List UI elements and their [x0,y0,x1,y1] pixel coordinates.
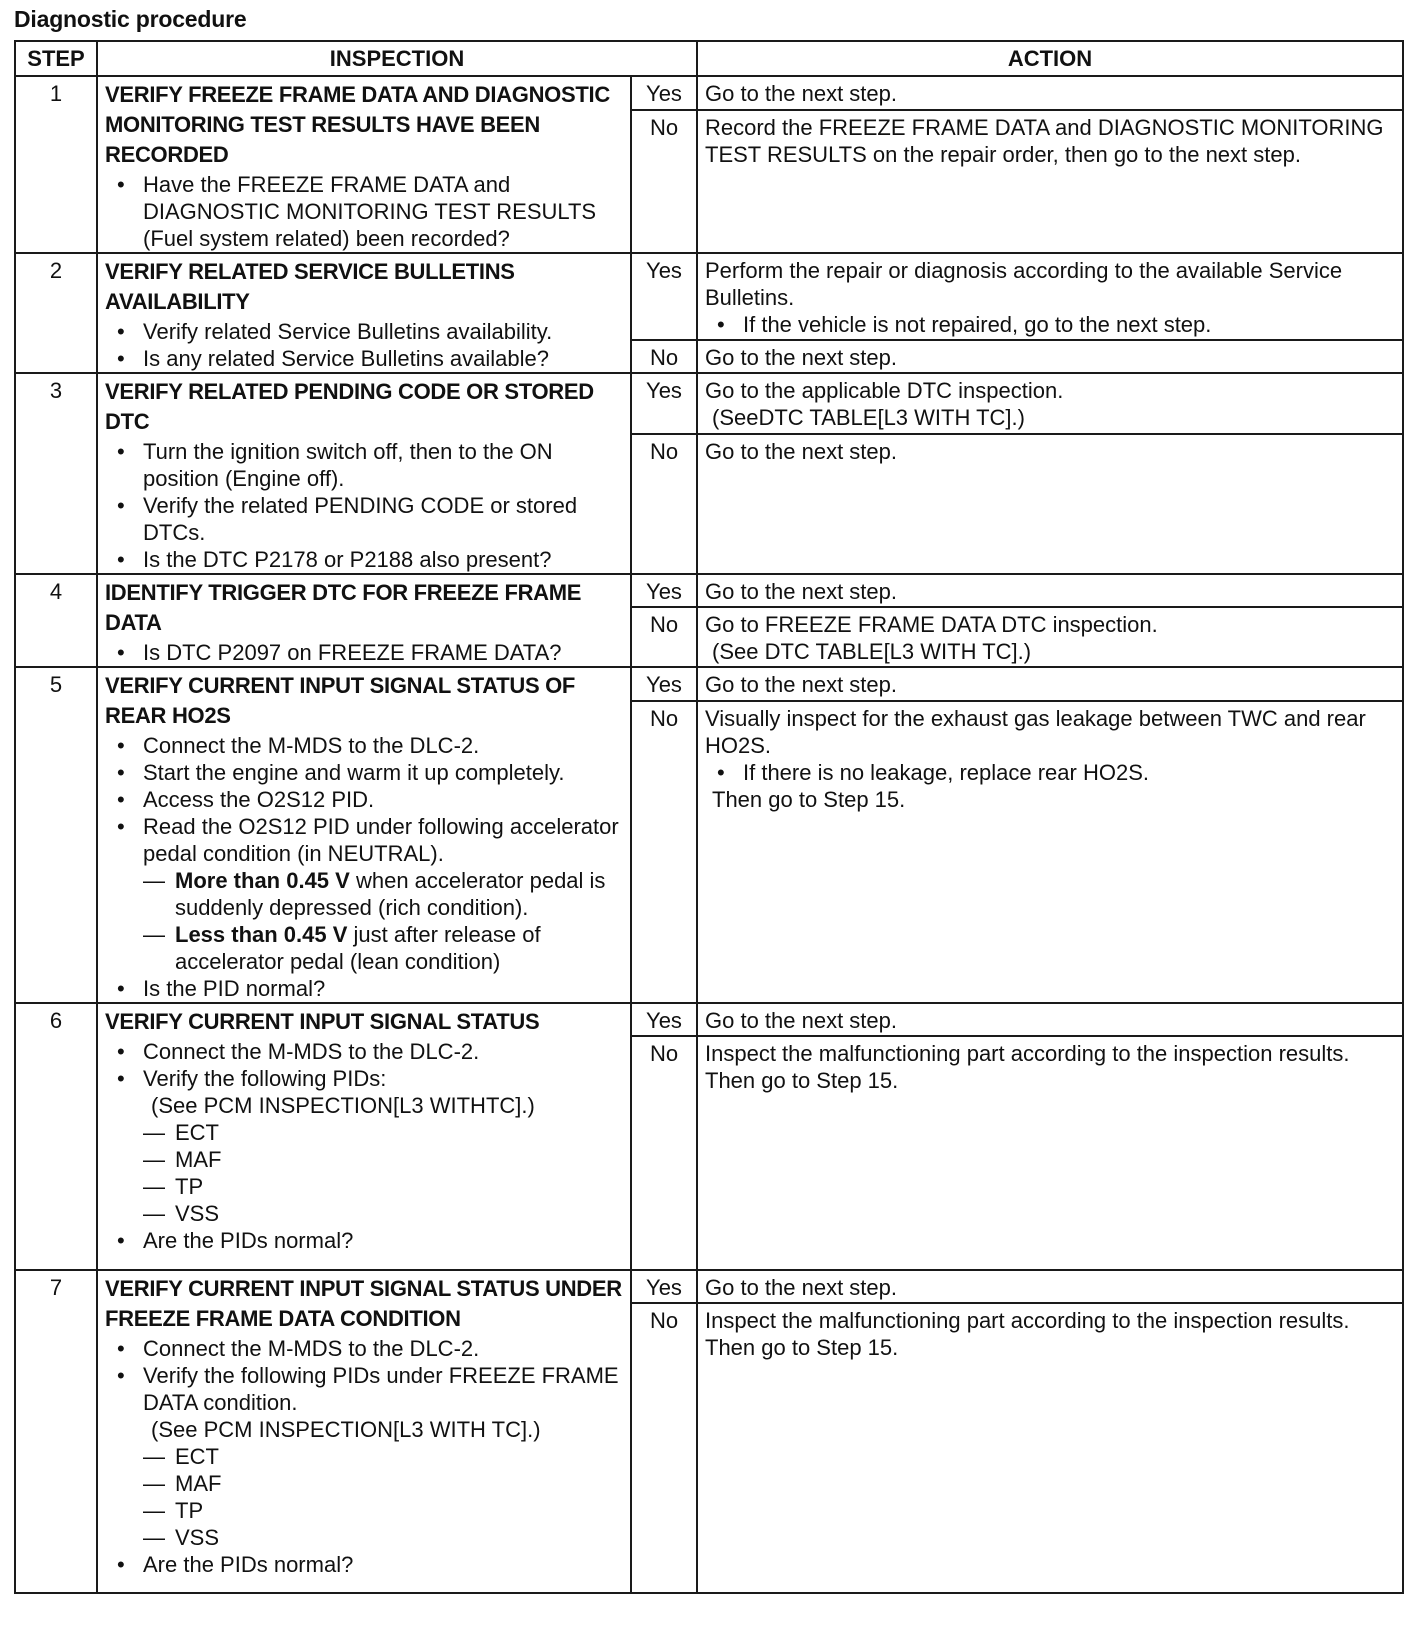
pid-item: — TP [143,1173,622,1200]
yes-action: Perform the repair or diagnosis according to the available Service Bulletins. [705,258,1343,310]
pid-item: — VSS [143,1200,622,1227]
inspection-bullet: • Is the PID normal? [105,975,622,1002]
header-step: STEP [15,41,97,76]
step-number: 3 [15,373,97,574]
step-heading: VERIFY RELATED SERVICE BULLETINS AVAILABILITY [105,259,515,314]
yes-action: Go to the next step. [697,1270,1403,1303]
step-number: 6 [15,1003,97,1270]
yes-label: Yes [631,253,697,340]
step-7-inspection [97,1270,631,1593]
inspection-bullet: • Is DTC P2097 on FREEZE FRAME DATA? [105,639,622,666]
no-action-cell [697,701,1403,1003]
no-action: Inspect the malfunctioning part according to the inspection results. [705,1041,1350,1066]
inspection-bullet-with-pids [105,1065,622,1227]
then-go-to: Then go to Step 15. [712,787,906,813]
inspection-bullet: • Is any related Service Bulletins available? [105,345,622,372]
yes-label: Yes [631,76,697,110]
step-1-yes-row [15,76,1403,110]
dtc-table-reference: (SeeDTC TABLE[L3 WITH TC].) [712,405,1025,430]
step-number: 7 [15,1270,97,1593]
lean-condition [143,921,622,975]
step-heading: VERIFY RELATED PENDING CODE OR STORED DTC [105,379,594,434]
yes-action: Go to the next step. [697,574,1403,607]
inspection-bullet: • Have the FREEZE FRAME DATA and DIAGNOSTIC MONITORING TEST RESULTS (Fuel system related) been recorded? [105,171,622,252]
step-heading: VERIFY CURRENT INPUT SIGNAL STATUS UNDER FREEZE FRAME DATA CONDITION [105,1276,622,1331]
action-bullet: • If the vehicle is not repaired, go to the next step. [705,311,1394,338]
yes-label: Yes [631,1003,697,1036]
step-4-inspection [97,574,631,667]
no-action-cell [697,1036,1403,1270]
step-number: 1 [15,76,97,253]
no-action: Inspect the malfunctioning part according to the inspection results. [705,1308,1350,1333]
inspection-bullet: • Start the engine and warm it up completely. [105,759,622,786]
no-label: No [631,110,697,253]
step-heading: IDENTIFY TRIGGER DTC FOR FREEZE FRAME DATA [105,580,582,635]
step-4-yes-row [15,574,1403,607]
no-label: No [631,1036,697,1270]
step-heading: VERIFY FREEZE FRAME DATA AND DIAGNOSTIC MONITORING TEST RESULTS HAVE BEEN RECORDED [105,82,610,167]
step-heading: VERIFY CURRENT INPUT SIGNAL STATUS OF REAR HO2S [105,673,576,728]
inspection-bullet-text: Read the O2S12 PID under following accelerator pedal condition (in NEUTRAL). [143,814,619,866]
inspection-bullet: • Connect the M-MDS to the DLC-2. [105,1335,622,1362]
step-heading: VERIFY CURRENT INPUT SIGNAL STATUS [105,1009,540,1034]
inspection-bullet: • Connect the M-MDS to the DLC-2. [105,732,622,759]
pid-item: — MAF [143,1470,622,1497]
yes-action: Go to the next step. [697,76,1403,110]
header-action: ACTION [697,41,1403,76]
no-action: Go to FREEZE FRAME DATA DTC inspection. [705,612,1158,638]
rich-condition [143,867,622,921]
inspection-bullet-with-conditions [105,813,622,975]
inspection-bullet: • Access the O2S12 PID. [105,786,622,813]
no-action: Record the FREEZE FRAME DATA and DIAGNOSTIC MONITORING TEST RESULTS on the repair order, then go to the next step. [697,110,1403,253]
step-6-inspection [97,1003,631,1270]
rich-threshold: More than 0.45 V [175,868,350,893]
inspection-bullet: • Connect the M-MDS to the DLC-2. [105,1038,622,1065]
yes-action: Go to the next step. [697,1003,1403,1036]
then-go-to: Then go to Step 15. [705,1335,899,1360]
step-6-yes-row [15,1003,1403,1036]
no-label: No [631,434,697,574]
inspection-bullet: • Are the PIDs normal? [105,1227,622,1254]
step-5-yes-row [15,667,1403,701]
then-go-to: Then go to Step 15. [705,1068,899,1093]
inspection-bullet: • Turn the ignition switch off, then to the ON position (Engine off). [105,438,622,492]
no-action: Visually inspect for the exhaust gas leakage between TWC and rear HO2S. [705,706,1366,759]
no-action: Go to the next step. [697,340,1403,373]
dtc-table-reference: (See DTC TABLE[L3 WITH TC].) [712,639,1032,665]
inspection-bullet: • Verify related Service Bulletins availability. [105,318,622,345]
inspection-bullet-text: Verify the following PIDs: [143,1066,387,1091]
no-label: No [631,607,697,667]
pcm-inspection-reference: (See PCM INSPECTION[L3 WITH TC].) [151,1417,541,1442]
inspection-bullet-text: Verify the following PIDs under FREEZE FRAME DATA condition. [143,1363,619,1415]
step-7-yes-row [15,1270,1403,1303]
no-label: No [631,340,697,373]
pcm-inspection-reference: (See PCM INSPECTION[L3 WITHTC].) [151,1093,535,1118]
step-2-yes-row [15,253,1403,340]
yes-action-cell [697,373,1403,434]
step-2-inspection [97,253,631,373]
step-3-inspection [97,373,631,574]
lean-condition-text: just after release of accelerator pedal (lean condition) [175,922,541,974]
pid-item: — VSS [143,1524,622,1551]
inspection-bullet: • Is the DTC P2178 or P2188 also present? [105,546,622,573]
pid-item: — TP [143,1497,622,1524]
yes-label: Yes [631,1270,697,1303]
yes-label: Yes [631,574,697,607]
action-bullet: • If there is no leakage, replace rear HO2S. [705,759,1394,786]
yes-action: Go to the applicable DTC inspection. [705,378,1064,403]
yes-action: Go to the next step. [697,667,1403,701]
step-number: 5 [15,667,97,1003]
page-title: Diagnostic procedure [14,6,247,32]
no-action-cell [697,1303,1403,1593]
pid-item: — ECT [143,1119,622,1146]
header-inspection: INSPECTION [97,41,697,76]
no-action: Go to the next step. [697,434,1403,574]
no-label: No [631,1303,697,1593]
pid-item: — MAF [143,1146,622,1173]
lean-threshold: Less than 0.45 V [175,922,348,947]
yes-label: Yes [631,667,697,701]
step-3-yes-row [15,373,1403,434]
yes-action-cell [697,253,1403,340]
no-label: No [631,701,697,1003]
step-number: 2 [15,253,97,373]
no-action-cell [697,607,1403,667]
yes-label: Yes [631,373,697,434]
header-row [15,41,1403,76]
step-1-inspection [97,76,631,253]
diagnostic-procedure-table [14,40,1404,1594]
inspection-bullet: • Are the PIDs normal? [105,1551,622,1578]
inspection-bullet: • Verify the related PENDING CODE or stored DTCs. [105,492,622,546]
pid-item: — ECT [143,1443,622,1470]
step-5-inspection [97,667,631,1003]
inspection-bullet-with-pids [105,1362,622,1551]
rich-condition-text: when accelerator pedal is suddenly depressed (rich condition). [175,868,606,920]
step-number: 4 [15,574,97,667]
